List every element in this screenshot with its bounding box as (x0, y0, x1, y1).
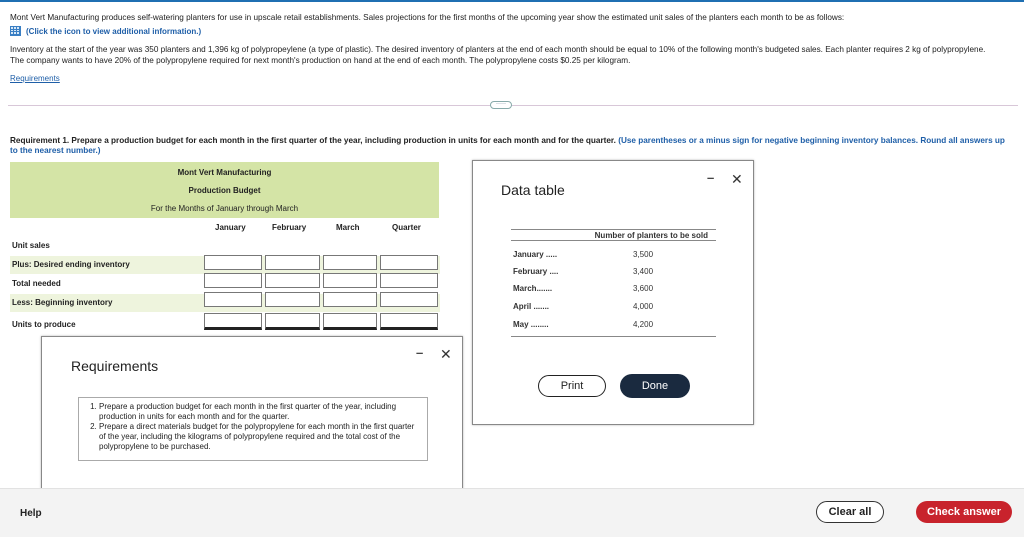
data-table-modal (472, 160, 754, 425)
input-total-needed-jan[interactable] (204, 273, 262, 288)
planters-value: 3,400 (633, 267, 654, 276)
info-link-label[interactable]: (Click the icon to view additional information.) (26, 26, 202, 36)
input-total-needed-mar[interactable] (323, 273, 377, 288)
data-table-minimize-button[interactable]: – (707, 170, 715, 185)
requirement-1-text: Requirement 1. Prepare a production budget for each month in the first quarter of the year, including production in units for each month and for the quarter. (10, 136, 616, 145)
month-label: February .... (513, 267, 559, 276)
input-beginning-inv-mar[interactable] (323, 292, 377, 307)
input-desired-ending-qtr[interactable] (380, 255, 438, 270)
requirements-minimize-button[interactable]: – (416, 345, 424, 360)
requirement-1-instruction: (Use parentheses or a minus sign for negative beginning inventory balances. Round all answers up to the nearest number.) (10, 136, 1005, 155)
more-button[interactable]: ····· (490, 101, 512, 109)
input-units-produce-jan[interactable] (204, 313, 262, 330)
budget-header (10, 162, 439, 218)
requirements-close-button[interactable]: ✕ (440, 346, 452, 362)
planters-value: 4,200 (633, 320, 654, 329)
requirements-link[interactable]: Requirements (10, 74, 60, 83)
row-total-needed: Total needed (12, 279, 61, 288)
input-beginning-inv-feb[interactable] (265, 292, 320, 307)
planters-table-header: Number of planters to be sold (511, 229, 716, 241)
input-total-needed-feb[interactable] (265, 273, 320, 288)
planters-value: 4,000 (633, 302, 654, 311)
input-total-needed-qtr[interactable] (380, 273, 438, 288)
input-units-produce-qtr[interactable] (380, 313, 438, 330)
help-link[interactable]: Help (20, 508, 42, 519)
month-label: April ....... (513, 302, 550, 311)
budget-title: Production Budget (188, 186, 261, 195)
requirements-list (78, 397, 428, 461)
problem-intro-2 (10, 44, 1000, 72)
budget-period: For the Months of January through March (150, 204, 299, 213)
input-desired-ending-mar[interactable] (323, 255, 377, 270)
col-january: January (215, 223, 246, 232)
table-row (511, 316, 716, 333)
data-table-done-button[interactable]: Done (620, 374, 690, 398)
table-row (511, 246, 716, 263)
data-table-close-button[interactable]: ✕ (731, 171, 743, 187)
budget-company: Mont Vert Manufacturing (177, 168, 272, 177)
requirement-item-2: 2. Prepare a direct materials budget for the polypropylene for each month in the first quarter of the year, including the kilograms of polypropylene required and the total cost of the polypropylene to be purchased. (99, 422, 421, 452)
row-units-to-produce: Units to produce (12, 320, 76, 329)
input-beginning-inv-qtr[interactable] (380, 292, 438, 307)
table-row (511, 280, 716, 297)
clear-all-button[interactable]: Clear all (816, 501, 884, 523)
intro-paragraph-2: Inventory at the start of the year was 350 planters and 1,396 kg of polypropeylene (a type of plastic). The desired inventory of planters at the end of each month should be equal to 10% of the following month's budgeted sales. Each planter requires 2 kg of polypropylene. The company wants to have 20% of the polypropylene required for next month's production on hand at the end of each month. The polypropylene costs $0.25 per kilogram. (10, 45, 986, 65)
section-divider (8, 105, 1018, 106)
input-desired-ending-feb[interactable] (265, 255, 320, 270)
col-quarter: Quarter (392, 223, 421, 232)
month-label: January ..... (513, 250, 558, 259)
planters-value: 3,600 (633, 284, 654, 293)
month-label: May ........ (513, 320, 549, 329)
input-beginning-inv-jan[interactable] (204, 292, 262, 307)
production-budget (10, 162, 440, 329)
data-table-title: Data table (501, 182, 565, 198)
table-bottom-rule (511, 336, 716, 337)
requirement-item-1: 1. Prepare a production budget for each month in the first quarter of the year, including production in units for each month and for the quarter. (99, 402, 421, 422)
data-table-print-button[interactable]: Print (538, 375, 606, 397)
intro-paragraph-1: Mont Vert Manufacturing produces self-watering planters for use in upscale retail establishments. Sales projections for the first months of the upcoming year show the estimated unit sales of the planters each month to be as follows: (10, 13, 845, 22)
table-row (511, 298, 716, 315)
info-link[interactable] (10, 26, 201, 36)
table-grid-icon[interactable] (10, 26, 21, 36)
month-label: March....... (513, 284, 553, 293)
table-row (511, 263, 716, 280)
requirement-1-prompt (10, 136, 1010, 156)
input-desired-ending-jan[interactable] (204, 255, 262, 270)
requirements-title: Requirements (71, 358, 159, 374)
input-units-produce-mar[interactable] (323, 313, 377, 330)
check-answer-button[interactable]: Check answer (916, 501, 1012, 523)
col-february: February (272, 223, 307, 232)
planters-value: 3,500 (633, 250, 654, 259)
row-desired-ending-inventory: Plus: Desired ending inventory (10, 256, 440, 274)
input-units-produce-feb[interactable] (265, 313, 320, 330)
row-beginning-inventory: Less: Beginning inventory (10, 294, 440, 312)
top-accent-line (0, 0, 1024, 2)
col-march: March (336, 223, 360, 232)
row-unit-sales: Unit sales (12, 241, 50, 250)
